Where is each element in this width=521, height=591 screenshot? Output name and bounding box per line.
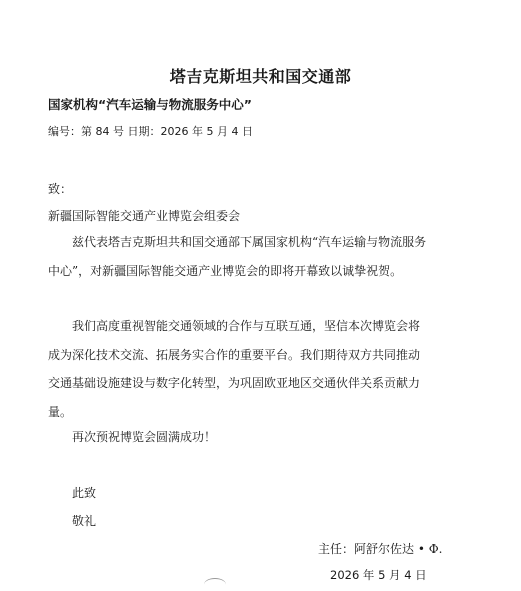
body-paragraph-wishes: 再次预祝博览会圆满成功！ [72, 430, 217, 444]
greeting: 致： [48, 182, 73, 196]
stamp-mark [204, 578, 226, 591]
closing-regards: 敬礼 [72, 514, 97, 528]
signatory: 主任：阿舒尔佐达 • Ф. [318, 542, 443, 556]
reference-number-date: 编号：第 84 号 日期：2026 年 5 月 4 日 [48, 125, 253, 138]
signature-date: 2026 年 5 月 4 日 [330, 568, 427, 582]
body-paragraph-congratulations: 兹代表塔吉克斯坦共和国交通部下属国家机构“汽车运输与物流服务中心”，对新疆国际智能交通产业博览会的即将开幕致以诚挚祝贺。 [48, 235, 427, 278]
organization-name: 国家机构“汽车运输与物流服务中心” [48, 97, 252, 112]
body-paragraph-cooperation: 我们高度重视智能交通领域的合作与互联互通，坚信本次博览会将成为深化技术交流、拓展务实合作的重要平台。我们期待双方共同推动交通基础设施建设与数字化转型，为巩固欧亚地区交通伙伴关系贡献力量。 [48, 319, 421, 419]
recipient: 新疆国际智能交通产业博览会组委会 [48, 209, 241, 223]
ministry-title: 塔吉克斯坦共和国交通部 [169, 67, 352, 86]
closing-salutation: 此致 [72, 486, 97, 500]
